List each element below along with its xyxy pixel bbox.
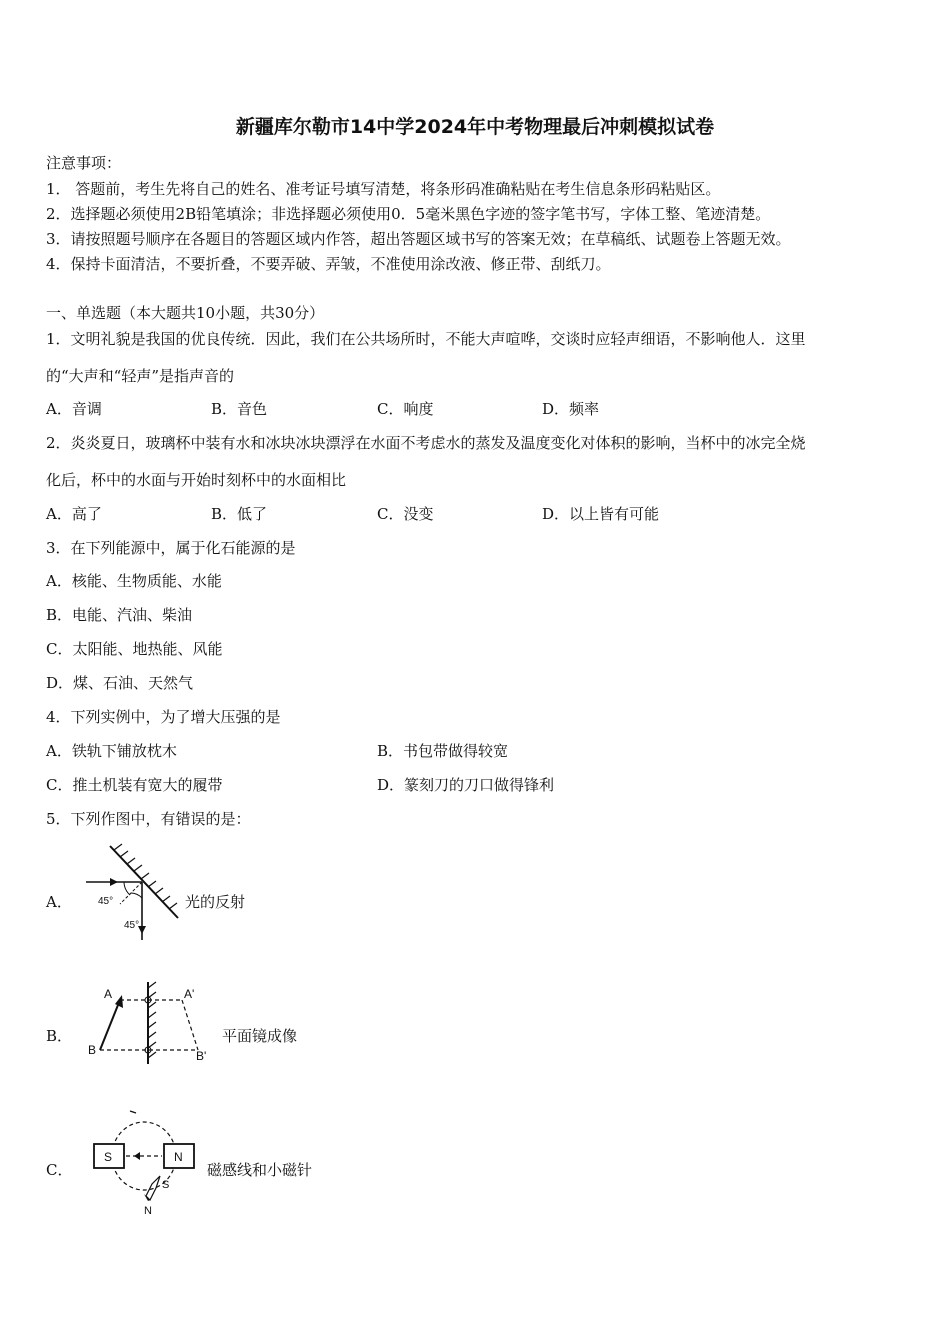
question-1-stem: 1．文明礼貌是我国的优良传统．因此，我们在公共场所时，不能大声喧哗，交谈时应轻声细语，不影响他人．这里 bbox=[46, 330, 806, 348]
magnet-field-diagram bbox=[88, 1104, 200, 1216]
notice-item: 3．请按照题号顺序在各题目的答题区域内作答，超出答题区域书写的答案无效；在草稿纸、试题卷上答题无效。 bbox=[46, 230, 791, 248]
question-4-stem: 4．下列实例中，为了增大压强的是 bbox=[46, 708, 281, 726]
reflection-diagram bbox=[80, 842, 190, 946]
q5-option-c-caption: 磁感线和小磁针 bbox=[207, 1161, 313, 1179]
q2-option-c: C．没变 bbox=[377, 505, 434, 523]
q1-option-c: C．响度 bbox=[377, 400, 434, 418]
q1-option-d: D．频率 bbox=[542, 400, 600, 418]
pole-label: S bbox=[104, 1150, 113, 1164]
section-heading: 一、单选题（本大题共10小题，共30分） bbox=[46, 304, 325, 322]
question-5-stem: 5．下列作图中，有错误的是： bbox=[46, 810, 251, 828]
page-title: 新疆库尔勒市14中学2024年中考物理最后冲刺模拟试卷 bbox=[235, 116, 715, 138]
notice-item: 1． 答题前，考生先将自己的姓名、准考证号填写清楚，将条形码准确粘贴在考生信息条形码粘贴区。 bbox=[46, 180, 721, 198]
point-label: B bbox=[88, 1043, 97, 1057]
q1-option-b: B．音色 bbox=[211, 400, 268, 418]
pole-label: N bbox=[174, 1150, 183, 1164]
q5-option-b-caption: 平面镜成像 bbox=[222, 1027, 298, 1045]
q2-option-d: D．以上皆有可能 bbox=[542, 505, 660, 523]
angle-label: 45° bbox=[98, 896, 114, 907]
needle-label: N bbox=[144, 1205, 152, 1216]
q1-option-a: A．音调 bbox=[46, 400, 102, 418]
q5-option-a-caption: 光的反射 bbox=[185, 893, 246, 911]
q4-option-a: A．铁轨下铺放枕木 bbox=[46, 742, 177, 760]
notice-heading: 注意事项： bbox=[46, 154, 122, 172]
needle-label: S bbox=[162, 1179, 170, 1191]
question-3-stem: 3．在下列能源中，属于化石能源的是 bbox=[46, 539, 296, 557]
q4-option-d: D．篆刻刀的刀口做得锋利 bbox=[377, 776, 555, 794]
q3-option-a: A．核能、生物质能、水能 bbox=[46, 572, 222, 590]
angle-label: 45° bbox=[124, 920, 140, 931]
q5-option-c-letter: C． bbox=[46, 1161, 73, 1179]
q3-option-c: C．太阳能、地热能、风能 bbox=[46, 640, 223, 658]
q5-option-a-letter: A． bbox=[46, 893, 72, 911]
q2-option-b: B．低了 bbox=[211, 505, 268, 523]
point-label: B' bbox=[196, 1049, 207, 1063]
point-label: A bbox=[104, 987, 113, 1001]
q5-option-b-letter: B． bbox=[46, 1027, 73, 1045]
q3-option-d: D．煤、石油、天然气 bbox=[46, 674, 194, 692]
question-2-stem: 2．炎炎夏日，玻璃杯中装有水和冰块冰块漂浮在水面不考虑水的蒸发及温度变化对体积的影响，当杯中的冰完全烧 bbox=[46, 434, 806, 452]
question-2-stem-cont: 化后，杯中的水面与开始时刻杯中的水面相比 bbox=[46, 471, 347, 489]
notice-item: 4．保持卡面清洁，不要折叠，不要弄破、弄皱，不准使用涂改液、修正带、刮纸刀。 bbox=[46, 255, 611, 273]
q3-option-b: B．电能、汽油、柴油 bbox=[46, 606, 193, 624]
plane-mirror-diagram bbox=[84, 978, 214, 1066]
q4-option-b: B．书包带做得较宽 bbox=[377, 742, 509, 760]
q2-option-a: A．高了 bbox=[46, 505, 102, 523]
point-label: A' bbox=[184, 987, 195, 1001]
notice-item: 2．选择题必须使用2B铅笔填涂；非选择题必须使用0．5毫米黑色字迹的签字笔书写，字体工整、笔迹清楚。 bbox=[46, 205, 771, 223]
question-1-stem-cont: 的“大声和“轻声”是指声音的 bbox=[46, 367, 235, 385]
q4-option-c: C．推土机装有宽大的履带 bbox=[46, 776, 223, 794]
